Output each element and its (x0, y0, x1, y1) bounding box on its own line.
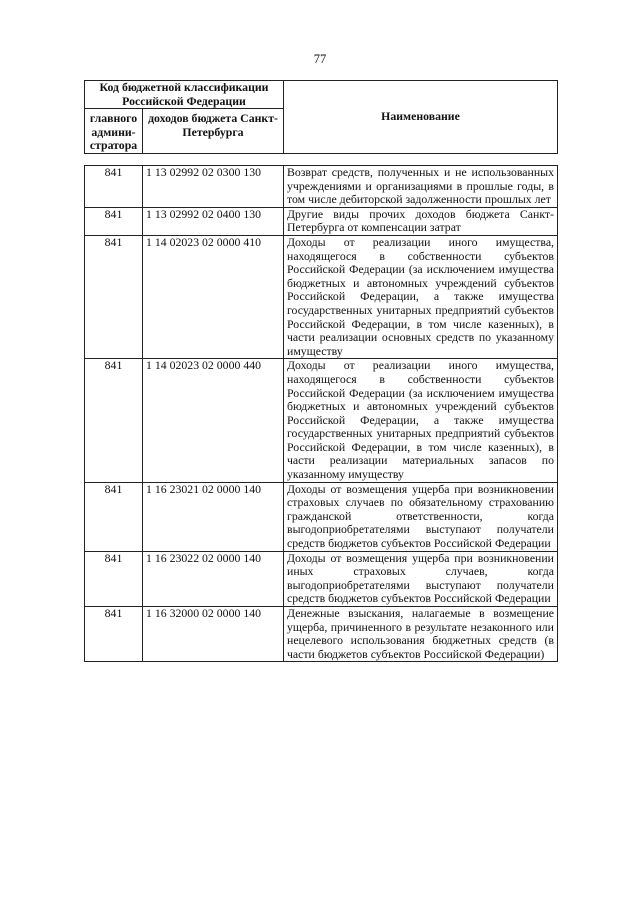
admin-code-cell: 841 (85, 166, 143, 208)
income-code-cell: 1 14 02023 02 0000 440 (143, 359, 284, 482)
table-row (85, 359, 558, 482)
table-row (85, 551, 558, 606)
name-cell: Доходы от возмещения ущерба при возникновении иных страховых случаев, когда выгодоприобретателями выступают получатели средств бюджетов субъектов Российской Федерации (284, 551, 558, 606)
header-col-name: Наименование (284, 81, 558, 154)
classification-table (84, 165, 558, 662)
name-cell: Доходы от реализации иного имущества, находящегося в собственности субъектов Российской Федерации (за исключением имущества бюджетных и автономных учреждений субъектов Российской Федерации, а также имущества государственных унитарных предприятий субъектов Российской Федерации, в том числе казенных), в части реализации основных средств по указанному имуществу (284, 235, 558, 358)
header-table (84, 80, 558, 154)
admin-code-cell: 841 (85, 551, 143, 606)
header-col-admin: главного админи-стратора (85, 109, 143, 154)
classification-rows (85, 166, 558, 662)
table-row (85, 482, 558, 551)
admin-code-cell: 841 (85, 207, 143, 235)
table-row (85, 207, 558, 235)
income-code-cell: 1 16 23021 02 0000 140 (143, 482, 284, 551)
name-cell: Денежные взыскания, налагаемые в возмещение ущерба, причиненного в результате незаконного или нецелевого использования бюджетных средств (в части бюджетов субъектов Российской Федерации) (284, 607, 558, 662)
income-code-cell: 1 16 23022 02 0000 140 (143, 551, 284, 606)
admin-code-cell: 841 (85, 359, 143, 482)
admin-code-cell: 841 (85, 235, 143, 358)
name-cell: Доходы от реализации иного имущества, находящегося в собственности субъектов Российской Федерации (за исключением имущества бюджетных и автономных учреждений субъектов Российской Федерации, а также имущества государственных унитарных предприятий субъектов Российской Федерации, в том числе казенных), в части реализации материальных запасов по указанному имуществу (284, 359, 558, 482)
income-code-cell: 1 13 02992 02 0400 130 (143, 207, 284, 235)
admin-code-cell: 841 (85, 482, 143, 551)
income-code-cell: 1 16 32000 02 0000 140 (143, 607, 284, 662)
income-code-cell: 1 13 02992 02 0300 130 (143, 166, 284, 208)
table-row (85, 235, 558, 358)
header-col-income: доходов бюджета Санкт-Петербурга (143, 109, 284, 154)
admin-code-cell: 841 (85, 607, 143, 662)
name-cell: Другие виды прочих доходов бюджета Санкт-Петербурга от компенсации затрат (284, 207, 558, 235)
name-cell: Доходы от возмещения ущерба при возникновении страховых случаев по обязательному страхованию гражданской ответственности, когда выгодоприобретателями выступают получатели средств бюджетов субъектов Российской Федерации (284, 482, 558, 551)
income-code-cell: 1 14 02023 02 0000 410 (143, 235, 284, 358)
header-group-title: Код бюджетной классификации Российской Федерации (85, 81, 284, 109)
name-cell: Возврат средств, полученных и не использованных учреждениями и организациями в прошлые годы, в том числе дебиторской задолженности прошлых лет (284, 166, 558, 208)
table-row (85, 166, 558, 208)
table-row (85, 607, 558, 662)
page-number: 77 (313, 52, 327, 66)
